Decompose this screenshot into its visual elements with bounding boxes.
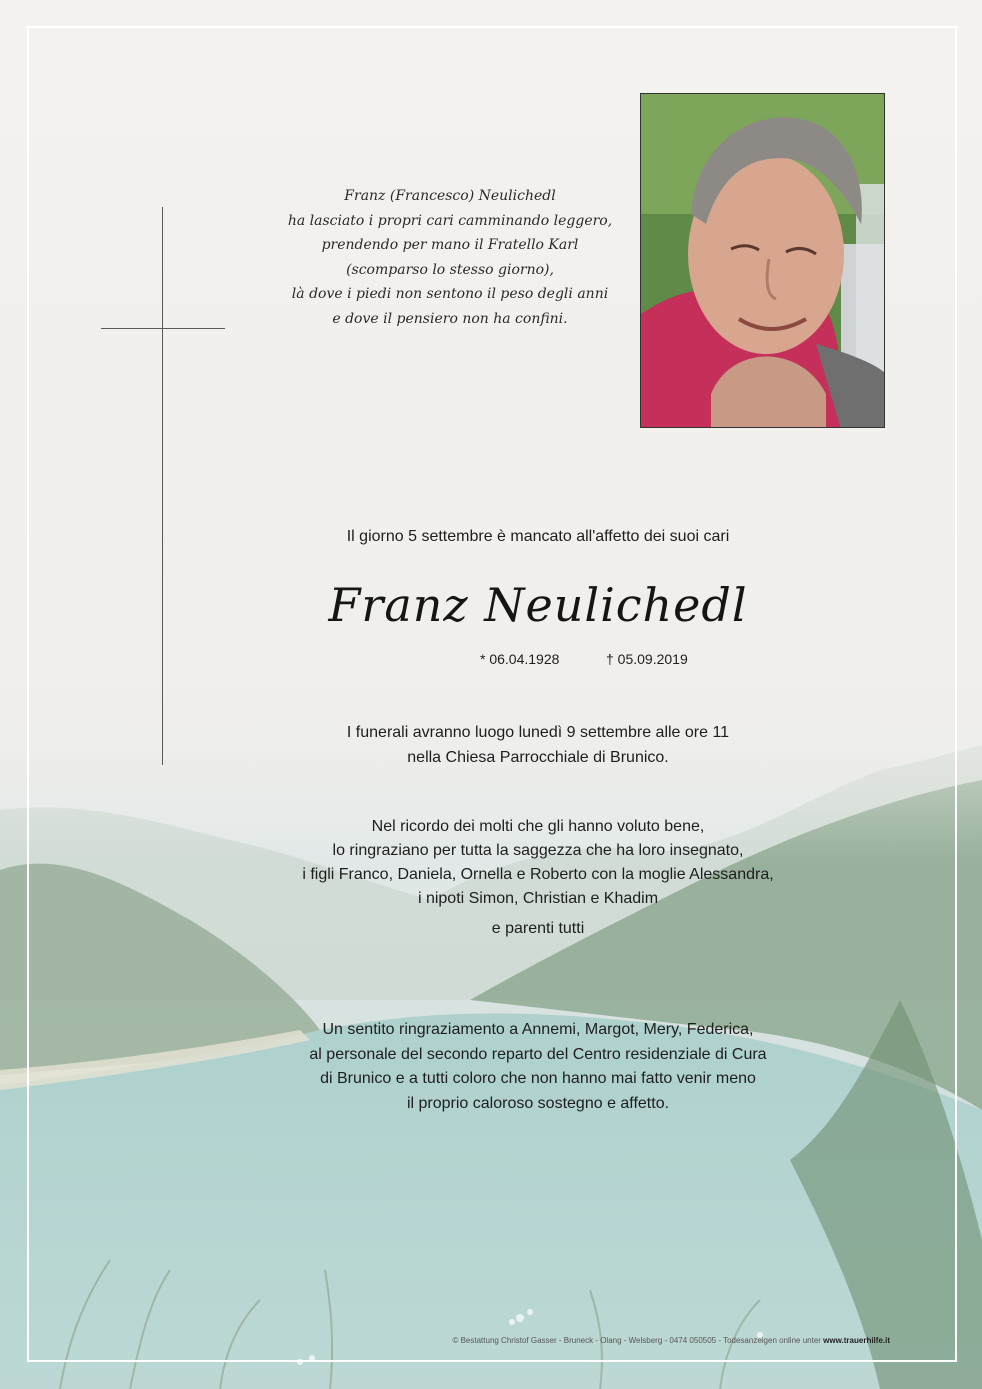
poem-line: ha lasciato i propri cari camminando leggero, <box>287 212 613 229</box>
mourners-line: lo ringraziano per tutta la saggezza che ha loro insegnato, <box>332 842 744 859</box>
death-date: † 05.09.2019 <box>606 651 688 667</box>
deceased-name: Franz Neulichedl <box>328 578 748 632</box>
mourners-line: Nel ricordo dei molti che gli hanno voluto bene, <box>371 818 705 835</box>
memorial-poem <box>260 184 640 331</box>
thanks-line: al personale del secondo reparto del Centro residenziale di Cura <box>309 1045 767 1063</box>
funeral-line: I funerali avranno luogo lunedì 9 settembre alle ore 11 <box>346 724 730 741</box>
mourners-line: i nipoti Simon, Christian e Khadim <box>417 890 659 907</box>
portrait-photo <box>640 93 885 428</box>
thanks-line: il proprio caloroso sostegno e affetto. <box>406 1094 670 1112</box>
funeral-info <box>300 720 776 770</box>
birth-date: * 06.04.1928 <box>480 651 560 667</box>
acknowledgements <box>290 1018 786 1116</box>
poem-line: Franz (Francesco) Neulichedl <box>344 188 556 204</box>
mourners-list <box>290 815 786 911</box>
mourners-line: i figli Franco, Daniela, Ornella e Roberto con la moglie Alessandra, <box>302 866 774 883</box>
cross-vertical-bar <box>162 207 163 765</box>
death-announcement: Il giorno 5 settembre è mancato all'affetto dei suoi cari <box>346 528 730 545</box>
footer-credits <box>200 1336 890 1345</box>
funeral-line: nella Chiesa Parrocchiale di Brunico. <box>407 749 669 766</box>
poem-line: prendendo per mano il Fratello Karl <box>321 237 579 253</box>
poem-line: là dove i piedi non sentono il peso degli anni <box>291 286 609 302</box>
footer-text: © Bestattung Christof Gasser - Bruneck - Olang - Welsberg - 0474 050505 - Todesanzeigen online unter <box>452 1336 821 1345</box>
relatives-line: e parenti tutti <box>491 920 585 937</box>
portrait-illustration <box>641 94 885 428</box>
cross-horizontal-bar <box>101 328 225 329</box>
poem-line: (scomparso lo stesso giorno), <box>346 261 554 278</box>
poem-line: e dove il pensiero non ha confini. <box>332 310 568 327</box>
thanks-line: Un sentito ringraziamento a Annemi, Margot, Mery, Federica, <box>322 1021 754 1038</box>
footer-website-link[interactable]: www.trauerhilfe.it <box>823 1336 890 1345</box>
thanks-line: di Brunico e a tutti coloro che non hanno mai fatto venir meno <box>320 1070 756 1087</box>
